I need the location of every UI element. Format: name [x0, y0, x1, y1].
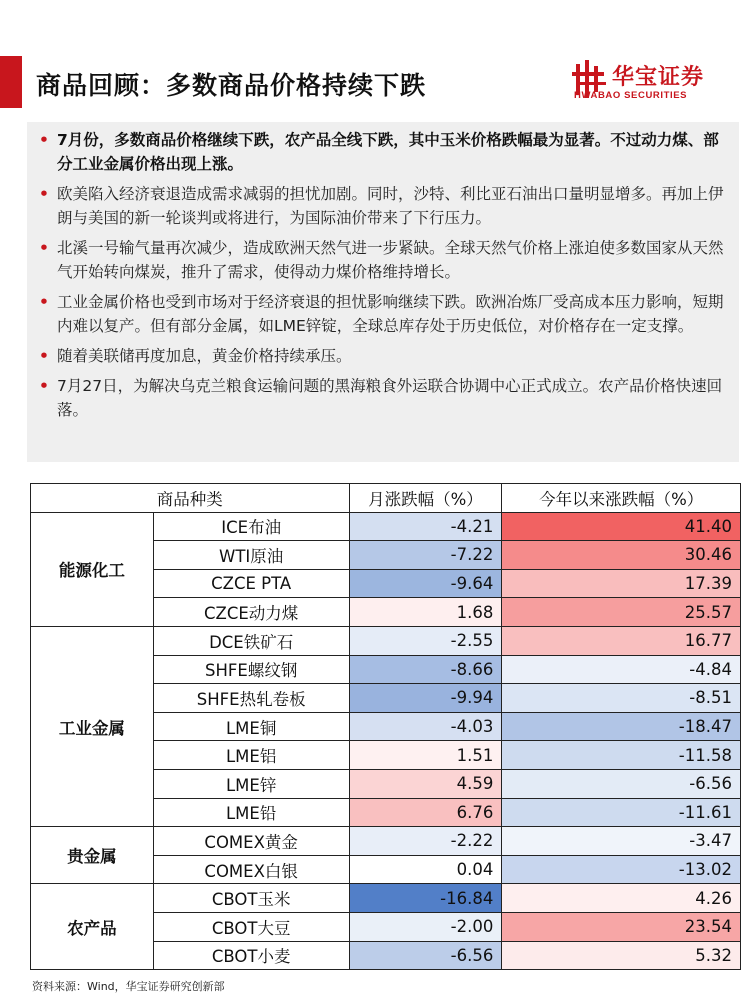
ytd-change-cell: 25.57	[502, 598, 741, 627]
bullet-dot-icon: •	[39, 347, 49, 365]
commodity-name-cell: COMEX黄金	[153, 827, 349, 856]
summary-bullets	[27, 122, 739, 462]
ytd-change-cell: -13.02	[502, 855, 741, 884]
header-ytd-change: 今年以来涨跌幅（%）	[502, 484, 741, 513]
commodity-name-cell: DCE铁矿石	[153, 626, 349, 655]
commodity-name-cell: CBOT小麦	[153, 941, 349, 970]
bullet-dot-icon: •	[39, 239, 49, 257]
month-change-cell: -4.03	[349, 712, 502, 741]
bullet-text: 北溪一号输气量再次减少，造成欧洲天然气进一步紧缺。全球天然气价格上涨迫使多数国家从天然气开始转向煤炭，推升了需求，使得动力煤价格维持增长。	[57, 239, 724, 281]
logo-english-name: HWABAO SECURITIES	[574, 90, 688, 101]
hwabao-logo	[572, 60, 748, 108]
ytd-change-cell: 4.26	[502, 884, 741, 913]
bullet-text: 欧美陷入经济衰退造成需求减弱的担忧加剧。同时，沙特、利比亚石油出口量明显增多。再加上伊朗与美国的新一轮谈判或将进行，为国际油价带来了下行压力。	[57, 185, 724, 227]
table-row	[31, 827, 741, 856]
page-title: 商品回顾：多数商品价格持续下跌	[36, 71, 427, 100]
commodity-name-cell: CBOT大豆	[153, 912, 349, 941]
commodity-name-cell: ICE布油	[153, 512, 349, 541]
month-change-cell: 1.68	[349, 598, 502, 627]
month-change-cell: -2.00	[349, 912, 502, 941]
bullet-text: 7月27日，为解决乌克兰粮食运输问题的黑海粮食外运联合协调中心正式成立。农产品价格快速回落。	[57, 377, 723, 419]
category-cell: 能源化工	[31, 512, 154, 626]
bullet-dot-icon: •	[39, 185, 49, 203]
ytd-change-cell: -11.58	[502, 741, 741, 770]
ytd-change-cell: -11.61	[502, 798, 741, 827]
commodity-name-cell: CZCE动力煤	[153, 598, 349, 627]
ytd-change-cell: 17.39	[502, 569, 741, 598]
ytd-change-cell: 41.40	[502, 512, 741, 541]
header-accent-bar	[0, 56, 22, 108]
month-change-cell: -16.84	[349, 884, 502, 913]
bullet-dot-icon: •	[39, 293, 49, 311]
bullet-item	[37, 290, 729, 338]
ytd-change-cell: 23.54	[502, 912, 741, 941]
commodity-name-cell: COMEX白银	[153, 855, 349, 884]
commodity-name-cell: LME铝	[153, 741, 349, 770]
bullet-item	[37, 128, 729, 176]
ytd-change-cell: -6.56	[502, 769, 741, 798]
commodity-name-cell: WTI原油	[153, 541, 349, 570]
commodity-name-cell: LME铜	[153, 712, 349, 741]
bullet-text: 工业金属价格也受到市场对于经济衰退的担忧影响继续下跌。欧洲冶炼厂受高成本压力影响，短期内难以复产。但有部分金属，如LME锌锭，全球总库存处于历史低位，对价格存在一定支撑。	[57, 293, 724, 335]
month-change-cell: -9.64	[349, 569, 502, 598]
bullet-item	[37, 182, 729, 230]
category-cell: 农产品	[31, 884, 154, 970]
commodity-name-cell: LME锌	[153, 769, 349, 798]
month-change-cell: -7.22	[349, 541, 502, 570]
month-change-cell: 4.59	[349, 769, 502, 798]
bullet-text: 7月份，多数商品价格继续下跌，农产品全线下跌，其中玉米价格跌幅最为显著。不过动力煤、部分工业金属价格出现上涨。	[57, 131, 719, 173]
source-note: 资料来源：Wind，华宝证券研究创新部	[32, 980, 225, 993]
category-cell: 工业金属	[31, 626, 154, 826]
bullet-item	[37, 344, 729, 368]
month-change-cell: 6.76	[349, 798, 502, 827]
commodity-name-cell: CBOT玉米	[153, 884, 349, 913]
header-category: 商品种类	[31, 484, 350, 513]
month-change-cell: -8.66	[349, 655, 502, 684]
commodity-name-cell: LME铅	[153, 798, 349, 827]
month-change-cell: 1.51	[349, 741, 502, 770]
bullet-dot-icon: •	[39, 377, 49, 395]
bullet-item	[37, 236, 729, 284]
commodity-name-cell: CZCE PTA	[153, 569, 349, 598]
month-change-cell: -2.22	[349, 827, 502, 856]
month-change-cell: -9.94	[349, 684, 502, 713]
month-change-cell: 0.04	[349, 855, 502, 884]
table-header-row	[31, 484, 741, 513]
category-cell: 贵金属	[31, 827, 154, 884]
ytd-change-cell: -4.84	[502, 655, 741, 684]
month-change-cell: -2.55	[349, 626, 502, 655]
ytd-change-cell: 16.77	[502, 626, 741, 655]
bullet-text: 随着美联储再度加息，黄金价格持续承压。	[57, 347, 352, 365]
month-change-cell: -4.21	[349, 512, 502, 541]
commodity-table	[30, 483, 741, 970]
ytd-change-cell: -8.51	[502, 684, 741, 713]
table-row	[31, 512, 741, 541]
page-header	[0, 54, 756, 112]
ytd-change-cell: -18.47	[502, 712, 741, 741]
month-change-cell: -6.56	[349, 941, 502, 970]
header-month-change: 月涨跌幅（%）	[349, 484, 502, 513]
table-row	[31, 626, 741, 655]
table-row	[31, 884, 741, 913]
commodity-name-cell: SHFE螺纹钢	[153, 655, 349, 684]
commodity-name-cell: SHFE热轧卷板	[153, 684, 349, 713]
ytd-change-cell: 30.46	[502, 541, 741, 570]
bullet-dot-icon: •	[39, 131, 49, 149]
ytd-change-cell: -3.47	[502, 827, 741, 856]
logo-chinese-name: 华宝证券	[612, 65, 705, 90]
bullet-item	[37, 374, 729, 422]
ytd-change-cell: 5.32	[502, 941, 741, 970]
